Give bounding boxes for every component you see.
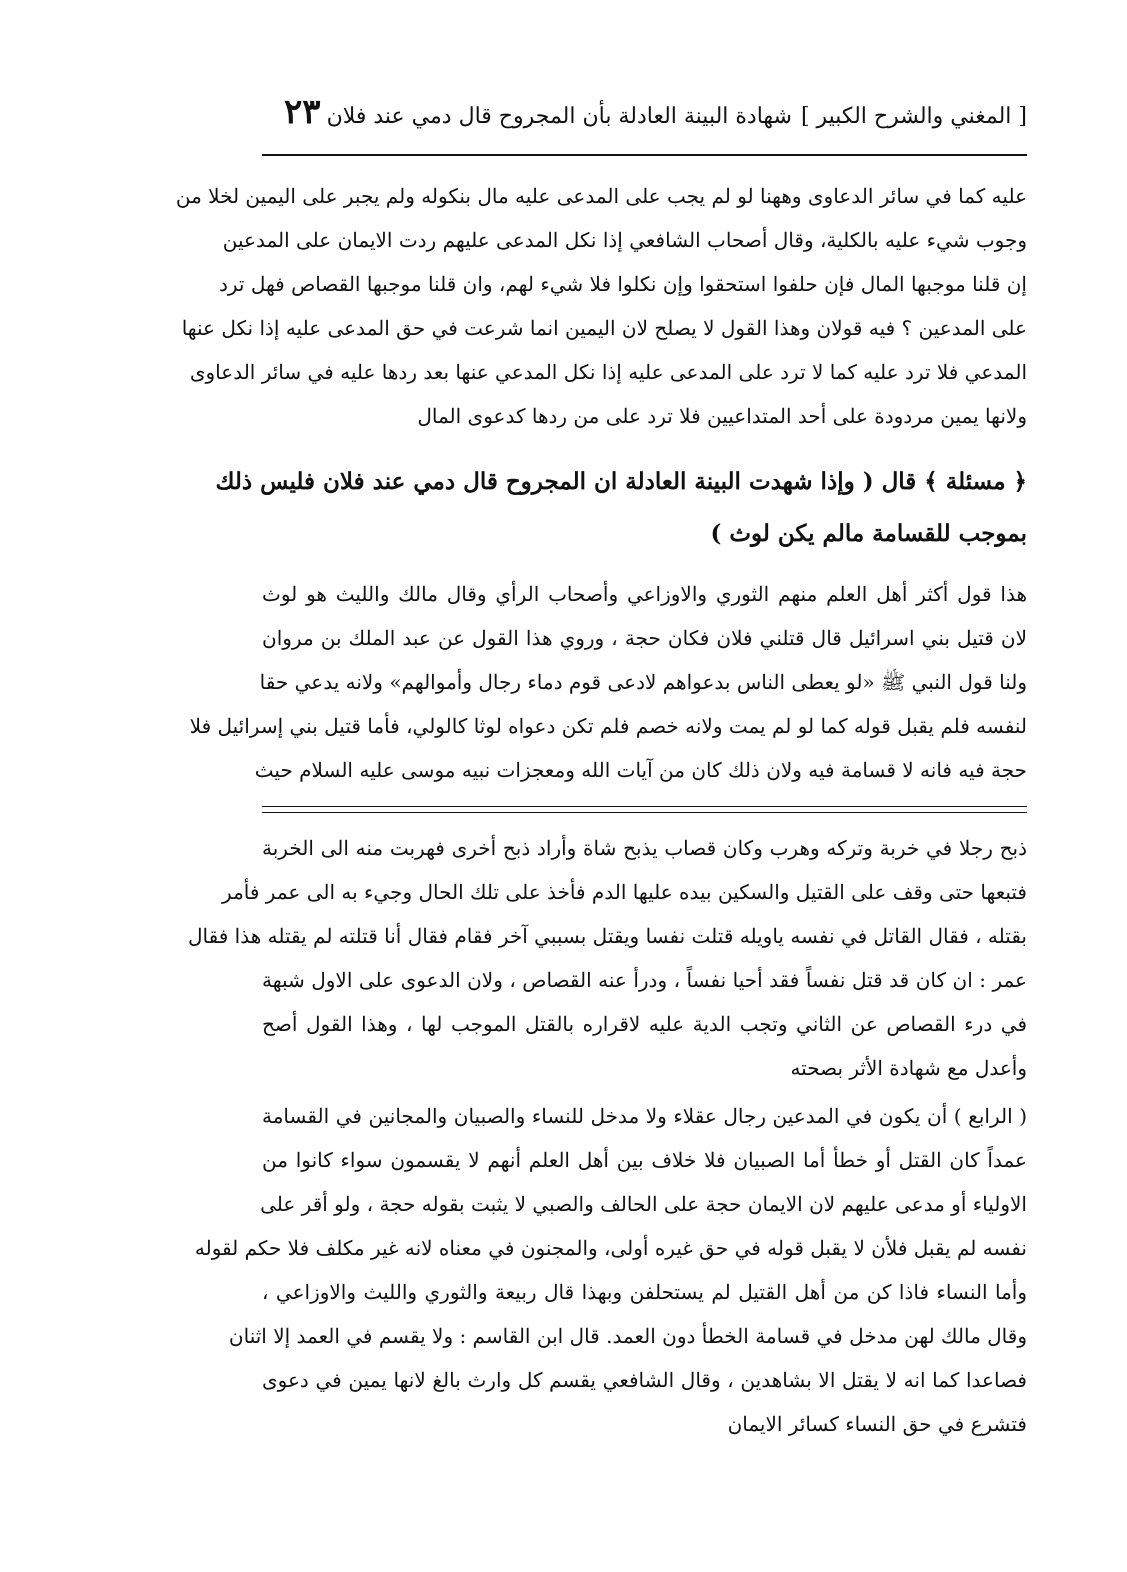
text-line: فتشرع في حق النساء كسائر الايمان: [727, 1412, 1027, 1436]
masala-heading: [215, 456, 1027, 560]
commentary-paragraph: [189, 572, 1027, 792]
text-line: بقتله ، فقال القاتل في نفسه ياويله قتلت نفسا ويقتل بسببي آخر فقام فقال أنا قتلته لم يقتله هذا فقال: [187, 924, 1027, 948]
book-title: [ المغني والشرح الكبير ]: [800, 104, 1027, 129]
heading-line: بموجب للقسامة مالم يكن لوث ): [710, 520, 1027, 547]
text-line: وأعدل مع شهادة الأثر بصحته: [790, 1056, 1027, 1080]
text-line: فتبعها حتى وقف على القتيل والسكين بيده عليها الدم فأخذ على تلك الحال وجيء به الى عمر فأمر: [222, 880, 1027, 904]
text-line: وأما النساء فاذا كن من أهل القتيل لم يستحلفن وبهذا قال ربيعة والثوري والليث والاوزاعي ،: [262, 1280, 1027, 1304]
text-line: ذبح رجلا في خربة وتركه وهرب وكان قصاب يذبح شاة وأراد ذبح أخرى فهربت منه الى الخربة: [262, 836, 1027, 860]
lower-section-paragraph: [187, 826, 1027, 1090]
text-line: وجوب شيء عليه بالكلية، وقال أصحاب الشافعي إذا نكل المدعى عليهم ردت الايمان على المدعين: [222, 228, 1027, 252]
text-line: في درء القصاص عن الثاني وتجب الدية عليه لاقراره بالقتل الموجب لها ، وهذا القول أصح: [262, 1012, 1027, 1036]
text-line: ولانها يمين مردودة على أحد المتداعيين فلا ترد على من ردها كدعوى المال: [417, 404, 1027, 428]
text-line: الاولياء أو مدعى عليهم لان الايمان حجة على الحالف والصبي لا يثبت بقوله حجة ، ولو أقر على: [260, 1192, 1027, 1216]
header-divider: [262, 154, 1027, 156]
text-line: المدعي فلا ترد عليه كما لا ترد على المدعى عليه إذا نكل المدعي عنها بعد ردها عليه في سائر الدعاوى: [189, 360, 1027, 384]
text-line: على المدعين ؟ فيه قولان وهذا القول لا يصلح لان اليمين انما شرعت في حق المدعى عليه إذا نكل عنها: [181, 316, 1027, 340]
chapter-title: شهادة البينة العادلة بأن المجروح قال دمي عند فلان: [326, 104, 792, 129]
fourth-condition-paragraph: [194, 1094, 1027, 1446]
text-line: نفسه لم يقبل فلأن لا يقبل قوله في حق غيره أولى، والمجنون في معناه لانه غير مكلف فلا حكم لقوله: [194, 1236, 1027, 1260]
section-divider-top: [262, 806, 1027, 807]
paragraph-continuation: [175, 174, 1027, 438]
text-line: هذا قول أكثر أهل العلم منهم الثوري والاوزاعي وأصحاب الرأي وقال مالك والليث هو لوث: [262, 582, 1027, 606]
text-line: عمداً كان القتل أو خطأ أما الصبيان فلا خلاف بين أهل العلم أنهم لا يقسمون سواء كانوا من: [262, 1148, 1027, 1172]
page-number: ٢٣: [284, 92, 321, 132]
text-line: حجة فيه فانه لا قسامة فيه ولان ذلك كان من آيات الله ومعجزات نبيه موسى عليه السلام حيث: [254, 758, 1027, 782]
text-line: عليه كما في سائر الدعاوى وههنا لو لم يجب على المدعى عليه مال بنكوله ولم يجبر على اليمين لخلا من: [175, 184, 1027, 208]
text-line: إن قلنا موجبها المال فإن حلفوا استحقوا وإن نكلوا فلا شيء لهم، وان قلنا موجبها القصاص فهل ترد: [218, 272, 1027, 296]
text-line: ( الرابع ) أن يكون في المدعين رجال عقلاء ولا مدخل للنساء والصبيان والمجانين في القسامة: [262, 1104, 1027, 1128]
text-line: عمر : ان كان قد قتل نفساً فقد أحيا نفساً ، ودرأ عنه القصاص ، ولان الدعوى على الاول شبهة: [262, 968, 1027, 992]
text-line: لنفسه فلم يقبل قوله كما لو لم يمت ولانه خصم فلم تكن دعواه لوثا كالولي، فأما قتيل بني إسرائيل فلا: [189, 714, 1027, 738]
heading-line: ﴿ مسئلة ﴾ قال ( وإذا شهدت البينة العادلة ان المجروح قال دمي عند فلان فليس ذلك: [215, 468, 1027, 495]
text-line: فصاعدا كما انه لا يقتل الا بشاهدين ، وقال الشافعي يقسم كل وارث بالغ لانها يمين في دعوى: [262, 1368, 1027, 1392]
text-line: لان قتيل بني اسرائيل قال قتلني فلان فكان حجة ، وروي هذا القول عن عبد الملك بن مروان: [262, 626, 1027, 650]
section-divider-bottom: [262, 812, 1027, 813]
page-header: [262, 92, 1027, 152]
text-line: وقال مالك لهن مدخل في قسامة الخطأ دون العمد. قال ابن القاسم : ولا يقسم في العمد إلا اثنان: [228, 1324, 1027, 1348]
text-line: ولنا قول النبي ﷺ «لو يعطى الناس بدعواهم لادعى قوم دماء رجال وأموالهم» ولانه يدعي حقا: [259, 670, 1027, 694]
